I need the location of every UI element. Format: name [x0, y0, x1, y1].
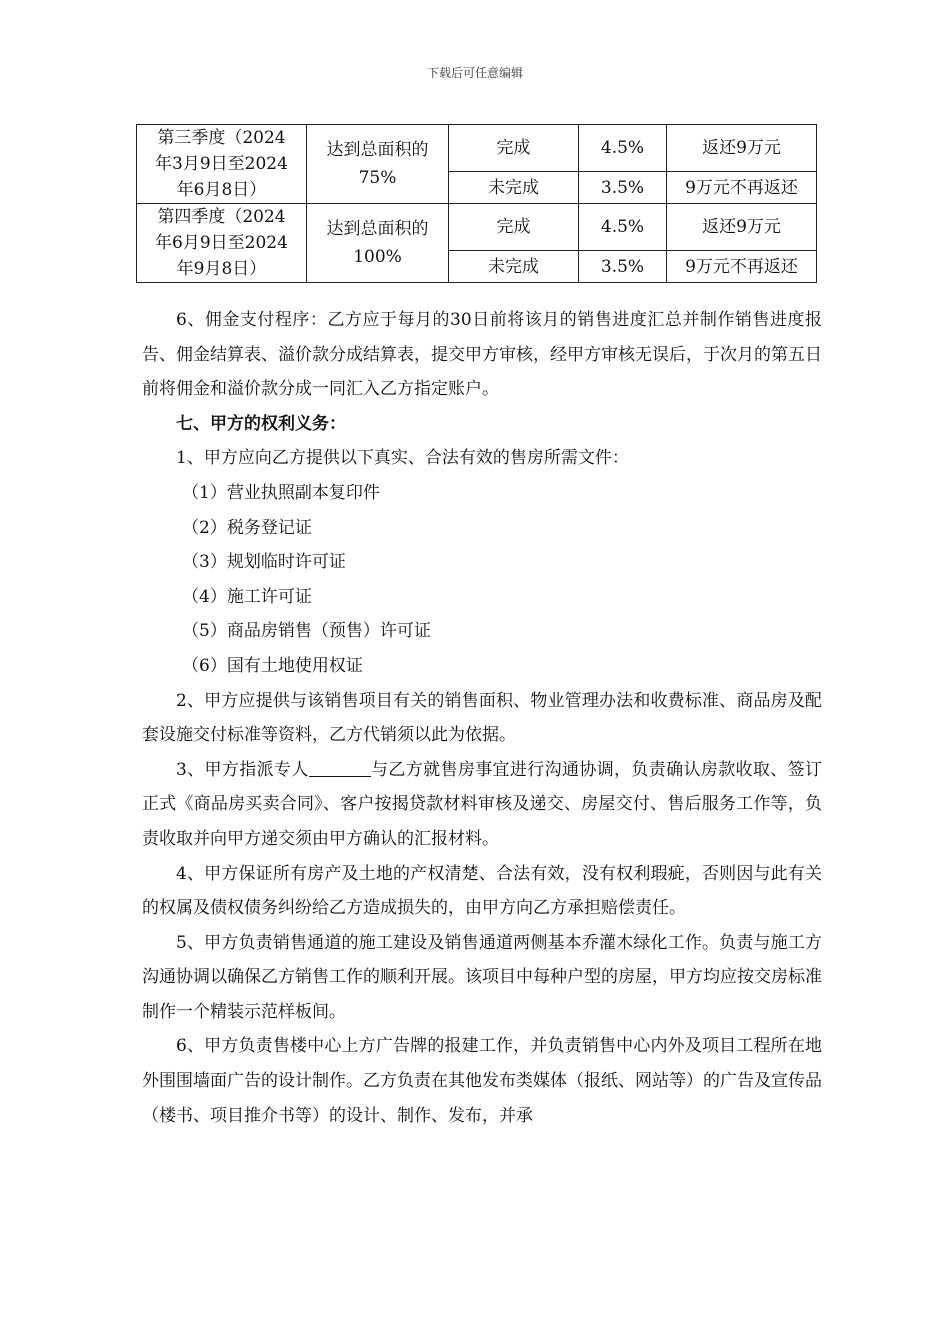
page-header: 下载后可任意编辑: [426, 66, 523, 80]
list-item: （2）税务登记证: [182, 517, 312, 538]
target-cell: 达到总面积的 75%: [307, 125, 449, 204]
status-cell: 完成: [449, 204, 579, 251]
result-cell: 返还9万元: [667, 125, 817, 172]
paragraph-item-6: 6、甲方负责售楼中心上方广告牌的报建工作，并负责销售中心内外及项目工程所在地外围围墙面广告的设计制作。乙方负责在其他发布类媒体（报纸、网站等）的广告及宣传品（楼书、项目推介书等）的设计、制作、发布，并承: [142, 1036, 822, 1126]
result-cell: 9万元不再返还: [667, 251, 817, 283]
fill-in-blank: [309, 759, 371, 777]
status-cell: 完成: [449, 125, 579, 172]
section-heading: 七、甲方的权利义务：: [176, 413, 346, 434]
period-cell: 第三季度（2024 年3月9日至2024 年6月8日）: [137, 125, 307, 204]
status-cell: 未完成: [449, 172, 579, 204]
target-cell: 达到总面积的 100%: [307, 204, 449, 283]
list-item: （6）国有土地使用权证: [182, 655, 363, 676]
commission-table: [136, 124, 817, 283]
result-cell: 返还9万元: [667, 204, 817, 251]
paragraph-item-5: 5、甲方负责销售通道的施工建设及销售通道两侧基本乔灌木绿化工作。负责与施工方沟通协调以确保乙方销售工作的顺利开展。该项目中每种户型的房屋，甲方均应按交房标准制作一个精装示范样板间。: [142, 932, 822, 1022]
document-body: [142, 303, 822, 1133]
table-row: [137, 204, 817, 251]
paragraph-commission-payment: 6、佣金支付程序：乙方应于每月的30日前将该月的销售进度汇总并制作销售进度报告、佣金结算表、溢价款分成结算表，提交甲方审核，经甲方审核无误后，于次月的第五日前将佣金和溢价款分成一同汇入乙方指定账户。: [142, 310, 822, 400]
rate-cell: 4.5%: [579, 204, 667, 251]
table-row: [137, 125, 817, 172]
list-item: （1）营业执照副本复印件: [182, 482, 380, 503]
list-item: （5）商品房销售（预售）许可证: [182, 621, 431, 642]
paragraph-item-1: 1、甲方应向乙方提供以下真实、合法有效的售房所需文件：: [176, 448, 629, 469]
list-item: （4）施工许可证: [182, 586, 312, 607]
paragraph-item-2: 2、甲方应提供与该销售项目有关的销售面积、物业管理办法和收费标准、商品房及配套设施交付标准等资料，乙方代销须以此为依据。: [142, 690, 822, 746]
status-cell: 未完成: [449, 251, 579, 283]
rate-cell: 4.5%: [579, 125, 667, 172]
list-item: （3）规划临时许可证: [182, 552, 346, 573]
rate-cell: 3.5%: [579, 251, 667, 283]
rate-cell: 3.5%: [579, 172, 667, 204]
period-cell: 第四季度（2024 年6月9日至2024 年9月8日）: [137, 204, 307, 283]
paragraph-item-4: 4、甲方保证所有房产及土地的产权清楚、合法有效，没有权利瑕疵，否则因与此有关的权属及债权债务纠纷给乙方造成损失的，由甲方向乙方承担赔偿责任。: [142, 863, 822, 919]
result-cell: 9万元不再返还: [667, 172, 817, 204]
paragraph-item-3: 3、甲方指派专人 与乙方就售房事宜进行沟通协调，负责确认房款收取、签订正式《商品房买卖合同》、客户按揭贷款材料审核及递交、房屋交付、售后服务工作等，负责收取并向甲方递交须由甲方确认的汇报材料。: [142, 759, 822, 849]
